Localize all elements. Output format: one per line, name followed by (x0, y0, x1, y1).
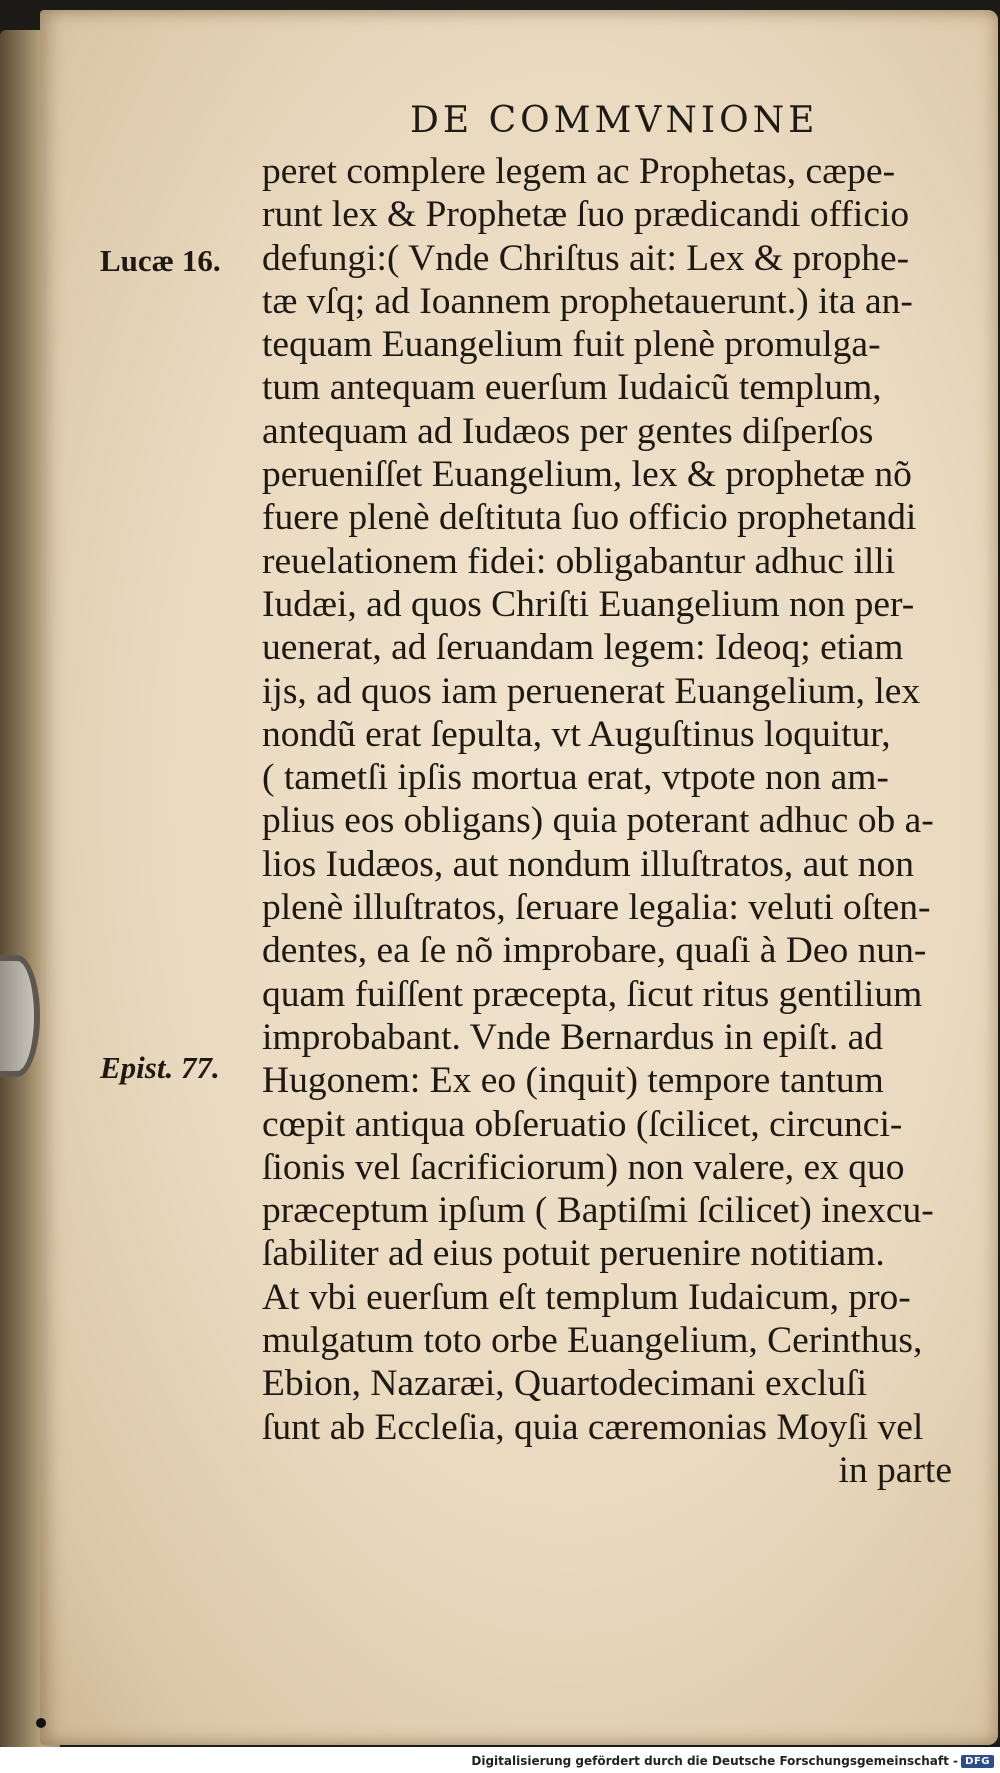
text-line: plenè illuſtratos, ſeruare legalia: veluti oſten- (262, 887, 931, 929)
text-line: tum antequam euerſum Iudaicũ templum, (262, 367, 882, 409)
digitization-footer (0, 1747, 1000, 1773)
text-line: tæ vſq; ad Ioannem prophetauerunt.) ita an- (262, 280, 913, 322)
text-line: Iudæi, ad quos Chriſti Euangelium non per- (262, 583, 915, 625)
running-header: DE COMMVNIONE (410, 100, 819, 141)
text-line: Ebion, Nazaræi, Quartodecimani excluſi (262, 1363, 867, 1405)
text-line: dentes, ea ſe nõ improbare, quaſi à Deo nun- (262, 930, 927, 972)
text-line: fuere plenè deſtituta ſuo officio prophetandi (262, 497, 917, 539)
text-line: At vbi euerſum eſt templum Iudaicum, pro- (262, 1276, 911, 1318)
margin-note-luke: Lucæ 16. (100, 243, 221, 278)
text-line: præceptum ipſum ( Baptiſmi ſcilicet) inexcu- (262, 1190, 934, 1232)
text-line: ſunt ab Eccleſia, quia cæremonias Moyſi vel (262, 1406, 924, 1448)
text-line: lios Iudæos, aut nondum illuſtratos, aut non (262, 843, 915, 885)
dfg-logo-icon: DFG (961, 1755, 994, 1768)
text-line: plius eos obligans) quia poterant adhuc ob a- (262, 800, 934, 842)
text-line: ſabiliter ad eius potuit peruenire notitiam. (262, 1233, 885, 1275)
text-line: tequam Euangelium fuit plenè promulga- (262, 324, 881, 366)
text-line: mulgatum toto orbe Euangelium, Cerinthus, (262, 1320, 923, 1362)
page-mark-dot (36, 1718, 46, 1728)
body-text (262, 150, 962, 1492)
text-line: antequam ad Iudæos per gentes diſperſos (262, 410, 874, 452)
footer-credit: Digitalisierung gefördert durch die Deutsche Forschungsgemeinschaft - (471, 1754, 958, 1768)
catchword: in parte (838, 1449, 952, 1491)
text-line: ſionis vel ſacrificiorum) non valere, ex quo (262, 1146, 905, 1188)
text-line: quam fuiſſent præcepta, ſicut ritus gentilium (262, 973, 923, 1015)
text-line: perueniſſet Euangelium, lex & prophetæ nõ (262, 454, 912, 496)
margin-note-epist: Epist. 77. (100, 1050, 220, 1085)
text-line: runt lex & Prophetæ ſuo prædicandi officio (262, 194, 910, 236)
text-line: uenerat, ad ſeruandam legem: Ideoq; etiam (262, 627, 904, 669)
text-line: defungi:( Vnde Chriſtus ait: Lex & prophe- (262, 237, 910, 279)
text-line: Hugonem: Ex eo (inquit) tempore tantum (262, 1060, 884, 1102)
text-line: cœpit antiqua obſeruatio (ſcilicet, circunci- (262, 1103, 903, 1145)
text-line: peret complere legem ac Prophetas, cæpe- (262, 151, 896, 192)
text-line: nondũ erat ſepulta, vt Auguſtinus loquitur, (262, 713, 891, 755)
text-line: improbabant. Vnde Bernardus in epiſt. ad (262, 1016, 884, 1058)
text-line: ijs, ad quos iam peruenerat Euangelium, lex (262, 670, 921, 712)
text-line: reuelationem fidei: obligabantur adhuc illi (262, 540, 896, 582)
text-line: ( tametſi ipſis mortua erat, vtpote non am- (262, 757, 889, 799)
